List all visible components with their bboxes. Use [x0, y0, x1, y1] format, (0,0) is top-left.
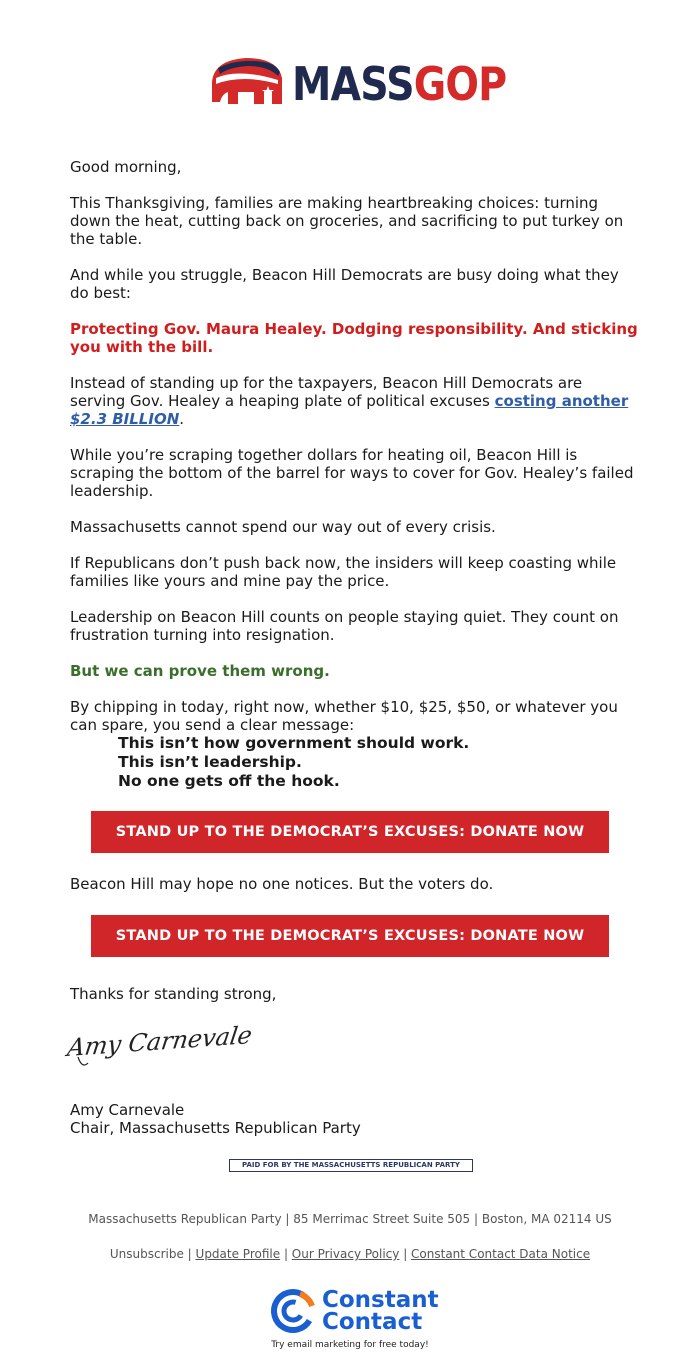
update-profile-link[interactable]: Update Profile — [195, 1247, 281, 1261]
paragraph-10: By chipping in today, right now, whether $10, $25, $50, or whatever you can spare, you send a clear message: — [70, 698, 618, 734]
highlight-green: But we can prove them wrong. — [70, 662, 330, 680]
signer-title: Chair, Massachusetts Republican Party — [70, 1119, 361, 1137]
constant-contact-logo[interactable] — [270, 1286, 440, 1336]
message-item: No one gets off the hook. — [118, 772, 340, 790]
message-list — [118, 734, 640, 791]
cc-line-2: Contact — [322, 1309, 423, 1335]
paragraph-5: While you’re scraping together dollars for heating oil, Beacon Hill is scraping the bottom of the barrel for ways to cover for Gov. Healey’s failed leadership. — [70, 446, 634, 500]
footer-links — [0, 1247, 700, 1261]
handwritten-signature — [65, 1017, 640, 1097]
closing-line: Thanks for standing strong, — [70, 985, 277, 1003]
privacy-policy-link[interactable]: Our Privacy Policy — [291, 1247, 400, 1261]
paragraph-4 — [70, 374, 640, 428]
unsubscribe-link[interactable]: Unsubscribe — [109, 1247, 184, 1261]
logo-suffix: GOP — [413, 57, 507, 111]
highlight-red: Protecting Gov. Maura Healey. Dodging responsibility. And sticking you with the bill. — [70, 320, 638, 356]
paid-for-disclaimer: PAID FOR BY THE MASSACHUSETTS REPUBLICAN PARTY — [229, 1159, 473, 1172]
separator: | — [399, 1247, 412, 1261]
signature-scribble-icon — [65, 1017, 254, 1077]
message-item: This isn’t leadership. — [118, 753, 302, 771]
constant-contact-icon — [270, 1288, 316, 1334]
separator: | — [280, 1247, 292, 1261]
massgop-logo[interactable] — [208, 52, 507, 116]
signature-script: Amy Carnevale — [65, 1020, 254, 1063]
paragraph-11: Beacon Hill may hope no one notices. But the voters do. — [70, 875, 494, 893]
paragraph-4-text: Instead of standing up for the taxpayers, Beacon Hill Democrats are serving Gov. Healey a heaping plate of political excuses — [70, 374, 583, 410]
signer-name: Amy Carnevale — [70, 1101, 185, 1119]
paragraph-6: Massachusetts cannot spend our way out of every crisis. — [70, 518, 496, 536]
donate-button-2[interactable]: STAND UP TO THE DEMOCRAT’S EXCUSES: DONATE NOW — [91, 915, 609, 957]
paragraph-4-end: . — [179, 410, 185, 428]
paragraph-8: Leadership on Beacon Hill counts on people staying quiet. They count on frustration turning into resignation. — [70, 608, 619, 644]
greeting: Good morning, — [70, 158, 182, 176]
signature-block — [65, 985, 640, 1137]
message-item: This isn’t how government should work. — [118, 734, 470, 752]
constant-contact-wordmark — [322, 1289, 439, 1333]
data-notice-link[interactable]: Constant Contact Data Notice — [411, 1247, 591, 1261]
cost-link-amount: $2.3 BILLION — [70, 410, 180, 428]
cc-tagline[interactable]: Try email marketing for free today! — [271, 1340, 429, 1350]
email-body — [70, 158, 640, 957]
paragraph-1: This Thanksgiving, families are making heartbreaking choices: turning down the heat, cutting back on groceries, and sacrificing to put turkey on the table. — [70, 194, 624, 248]
logo-prefix: MASS — [292, 57, 414, 111]
donate-button-1[interactable]: STAND UP TO THE DEMOCRAT’S EXCUSES: DONATE NOW — [91, 811, 609, 853]
logo-wordmark — [292, 57, 507, 111]
cost-link-text: costing another — [494, 392, 629, 410]
paragraph-7: If Republicans don’t push back now, the insiders will keep coasting while families like yours and mine pay the price. — [70, 554, 617, 590]
paragraph-2: And while you struggle, Beacon Hill Democrats are busy doing what they do best: — [70, 266, 619, 302]
cc-line-1: Constant — [322, 1287, 439, 1313]
footer-address: Massachusetts Republican Party | 85 Merrimac Street Suite 505 | Boston, MA 02114 US — [88, 1212, 612, 1226]
elephant-logo-icon — [208, 52, 286, 116]
separator: | — [183, 1247, 196, 1261]
